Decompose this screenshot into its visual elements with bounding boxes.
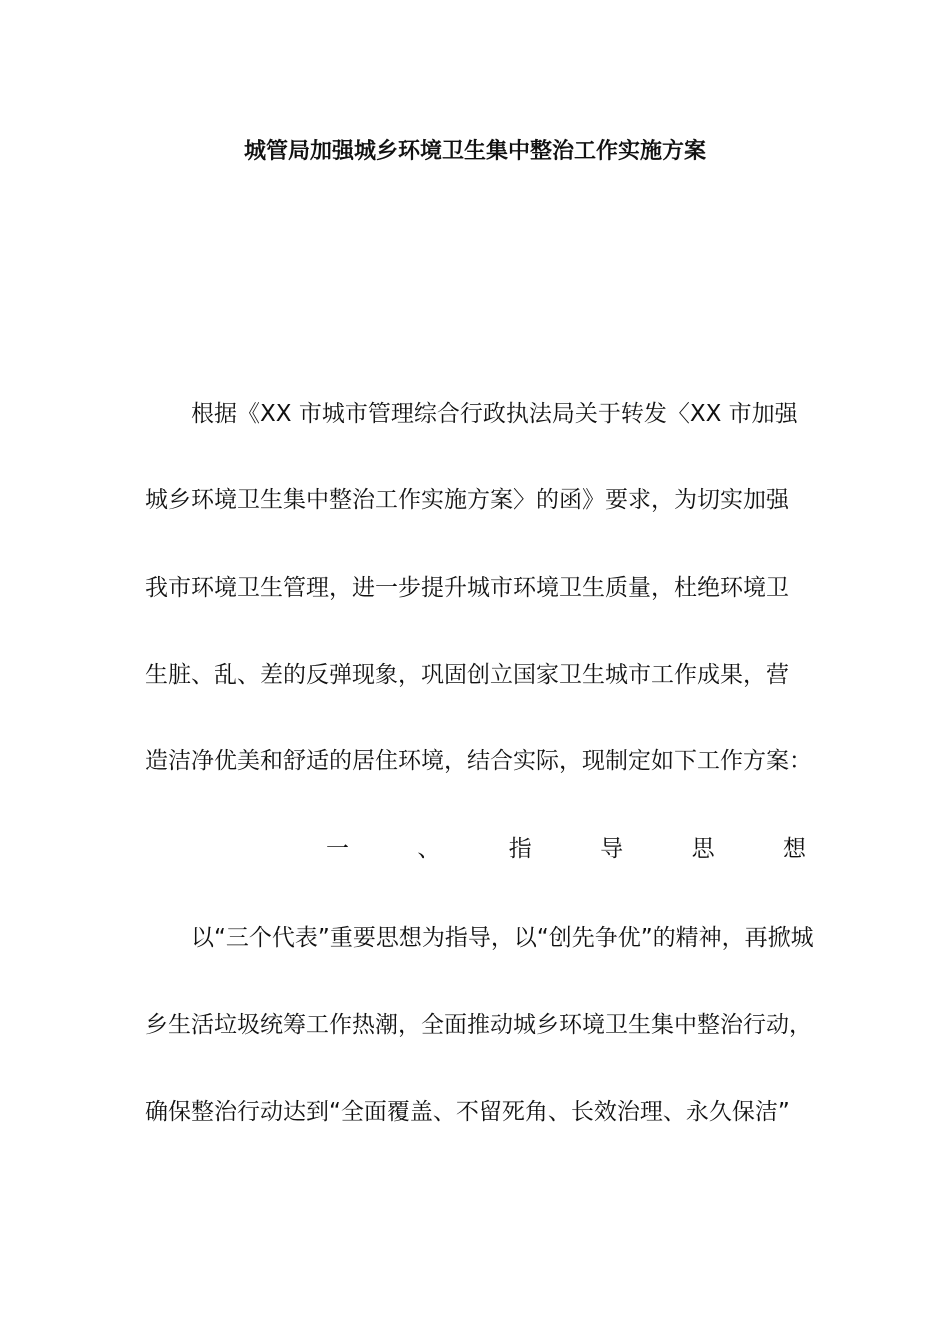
paragraph-line: 生脏、乱、差的反弹现象，巩固创立国家卫生城市工作成果，营: [145, 662, 789, 688]
heading-char: 想: [782, 836, 806, 862]
document-title: 城管局加强城乡环境卫生集中整治工作实施方案: [243, 139, 706, 164]
heading-char: 思: [691, 836, 715, 862]
heading-char: 指: [508, 836, 532, 862]
paragraph-line: 以“三个代表”重要思想为指导，以“创先争优”的精神，再掀城: [191, 925, 814, 951]
heading-char: 导: [600, 836, 624, 862]
paragraph-line: 我市环境卫生管理，进一步提升城市环境卫生质量，杜绝环境卫: [145, 575, 789, 601]
section-heading: [326, 833, 806, 865]
heading-char: 一: [326, 836, 349, 862]
paragraph-line: 根据《XX 市城市管理综合行政执法局关于转发〈XX 市加强: [191, 401, 798, 427]
paragraph-line: 城乡环境卫生集中整治工作实施方案〉的函》要求，为切实加强: [145, 487, 789, 513]
paragraph-line: 乡生活垃圾统筹工作热潮，全面推动城乡环境卫生集中整治行动，: [145, 1012, 812, 1038]
heading-char: 、: [417, 836, 441, 862]
paragraph-line: 造洁净优美和舒适的居住环境，结合实际，现制定如下工作方案：: [145, 748, 812, 774]
paragraph-line: 确保整治行动达到“全面覆盖、不留死角、长效治理、永久保洁”: [145, 1099, 790, 1125]
